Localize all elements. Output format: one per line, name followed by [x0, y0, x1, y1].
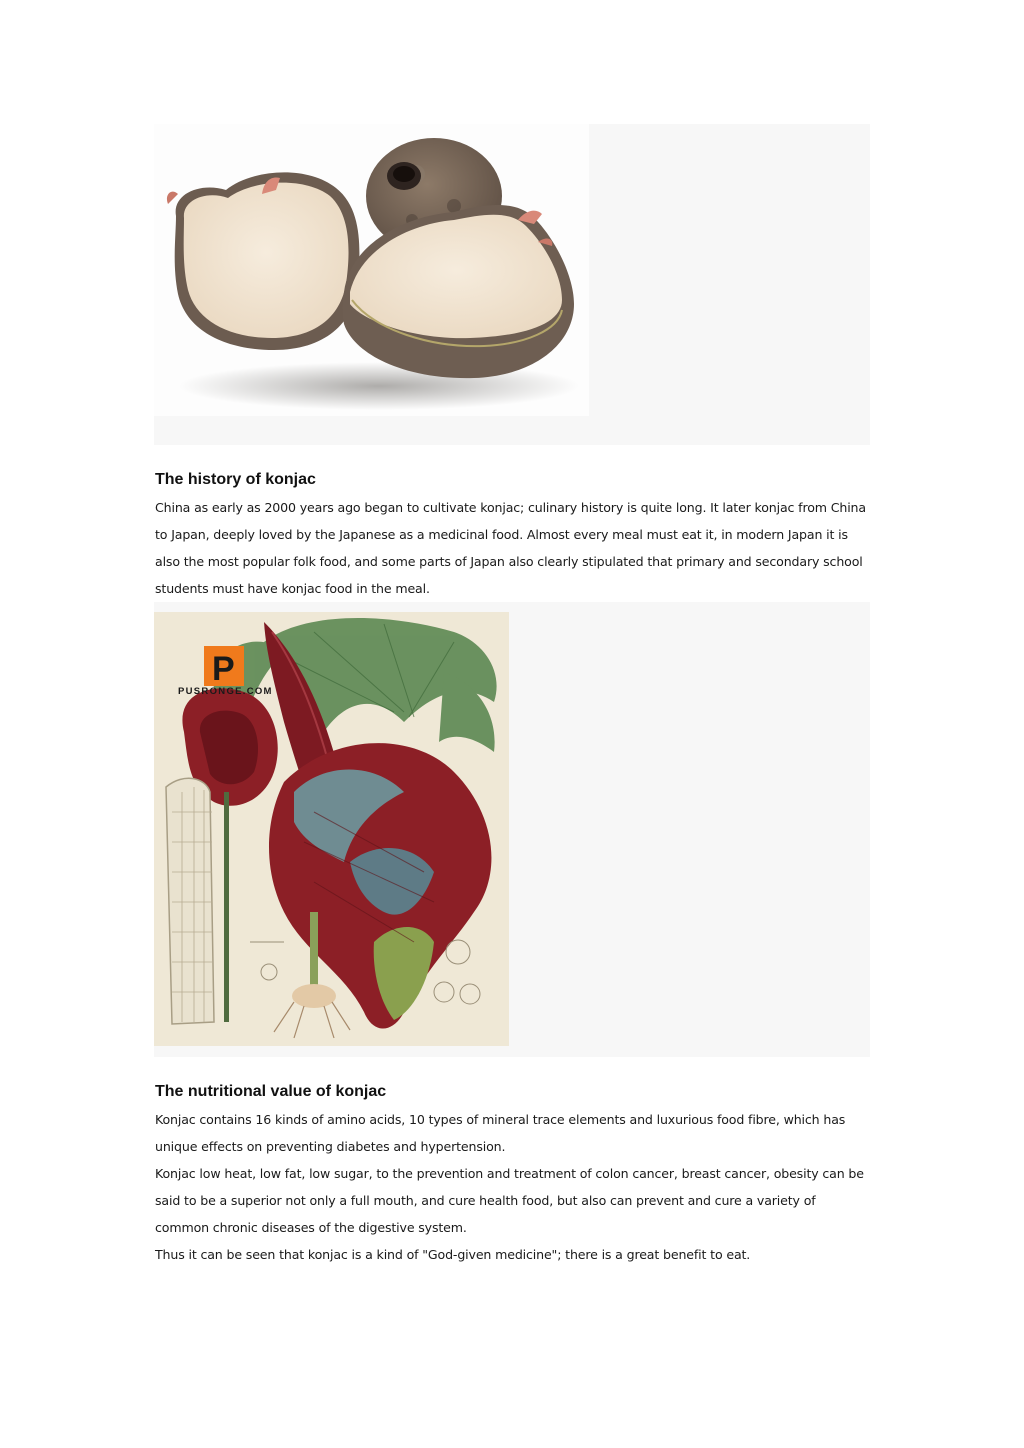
nutrition-paragraph-3: Thus it can be seen that konjac is a kind of "God-given medicine"; there is a great benefit to eat. — [155, 1247, 751, 1262]
konjac-flower-image — [154, 612, 509, 1046]
botanical-illustration — [154, 612, 509, 1046]
nutrition-paragraph-1: Konjac contains 16 kinds of amino acids, 10 types of mineral trace elements and luxurious food fibre, which has unique effects on preventing diabetes and hypertension. — [155, 1112, 846, 1154]
konjac-corm-photo — [154, 124, 589, 416]
watermark-logo-letter: P — [212, 650, 235, 688]
watermark-logo-text: PUSRONGE.COM — [178, 686, 273, 697]
konjac-plant-figure — [154, 602, 870, 1057]
history-paragraph: China as early as 2000 years ago began to cultivate konjac; culinary history is quite long. It later konjac from China to Japan, deeply loved by the Japanese as a medicinal food. Almost every meal must eat it, in modern Japan it is also the most popular folk food, and some parts of Japan also clearly stipulated that primary and secondary school students must have konjac food in the meal. — [155, 500, 866, 596]
nutrition-heading: The nutritional value of konjac — [155, 1083, 387, 1100]
history-heading: The history of konjac — [155, 471, 316, 488]
nutrition-paragraph-2: Konjac low heat, low fat, low sugar, to the prevention and treatment of colon cancer, breast cancer, obesity can be said to be a superior not only a full mouth, and cure health food, but also can prevent and cure a variety of common chronic diseases of the digestive system. — [155, 1166, 864, 1235]
konjac-corm-image — [154, 124, 589, 416]
konjac-corm-figure — [154, 124, 870, 445]
